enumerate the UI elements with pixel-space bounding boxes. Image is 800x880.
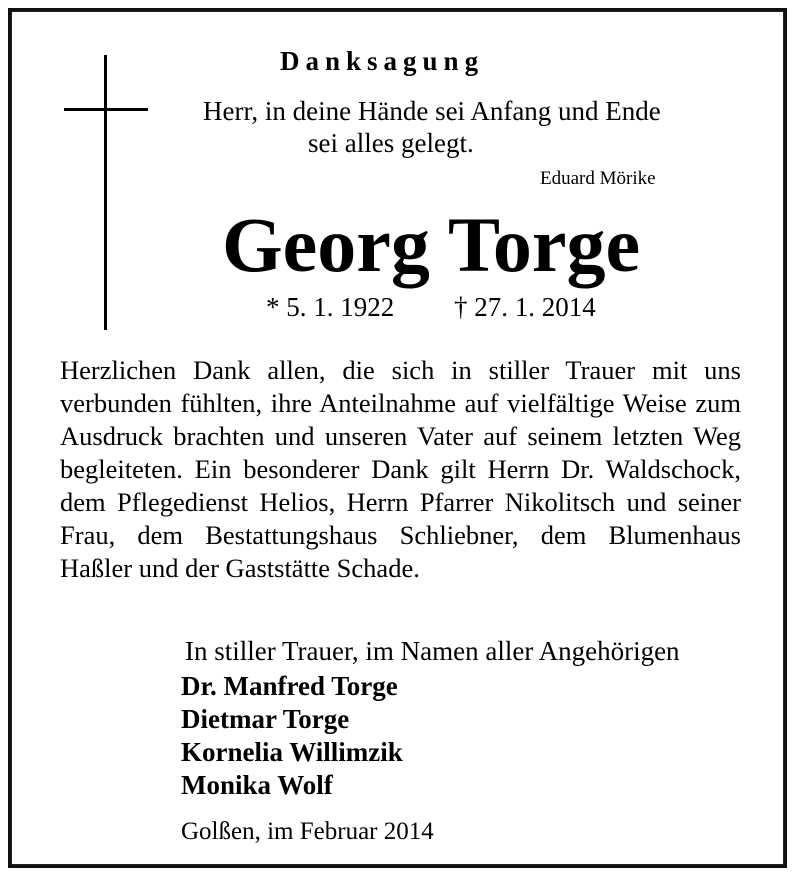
thank-you-text: Herzlichen Dank allen, die sich in stiller Trauer mit uns verbunden fühlten, ihre Anteilnahme auf vielfältige Weise zum Ausdruck brachten und unseren Vater auf seinem letzten Weg begleiteten. Ein besonderer Dank gilt Herrn Dr. Waldschock, dem Pflegedienst Helios, Herrn Pfarrer Nikolitsch und seiner Frau, dem Bestattungshaus Schliebner, dem Blumenhaus Haßler und der Gaststätte Schade. xyxy=(60,355,741,583)
mourner-name: Dr. Manfred Torge xyxy=(181,671,398,701)
notice-heading: Danksagung xyxy=(280,46,485,76)
mourning-line: In stiller Trauer, im Namen aller Angehörigen xyxy=(185,636,680,666)
birth-date: * 5. 1. 1922 xyxy=(266,292,395,322)
mourner-name: Monika Wolf xyxy=(181,770,333,800)
place-date: Golßen, im Februar 2014 xyxy=(181,818,434,845)
mourner-name: Kornelia Willimzik xyxy=(181,737,403,767)
death-date: † 27. 1. 2014 xyxy=(454,292,596,322)
mourner-name: Dietmar Torge xyxy=(181,704,350,734)
quote-line-1: Herr, in deine Hände sei Anfang und Ende xyxy=(203,96,661,126)
quote-line-2: sei alles gelegt. xyxy=(308,128,474,158)
deceased-name: Georg Torge xyxy=(222,201,641,288)
quote-author: Eduard Mörike xyxy=(540,168,656,189)
mourner-list xyxy=(181,670,403,802)
cross-vertical-bar xyxy=(104,55,107,330)
cross-horizontal-bar xyxy=(64,108,148,111)
